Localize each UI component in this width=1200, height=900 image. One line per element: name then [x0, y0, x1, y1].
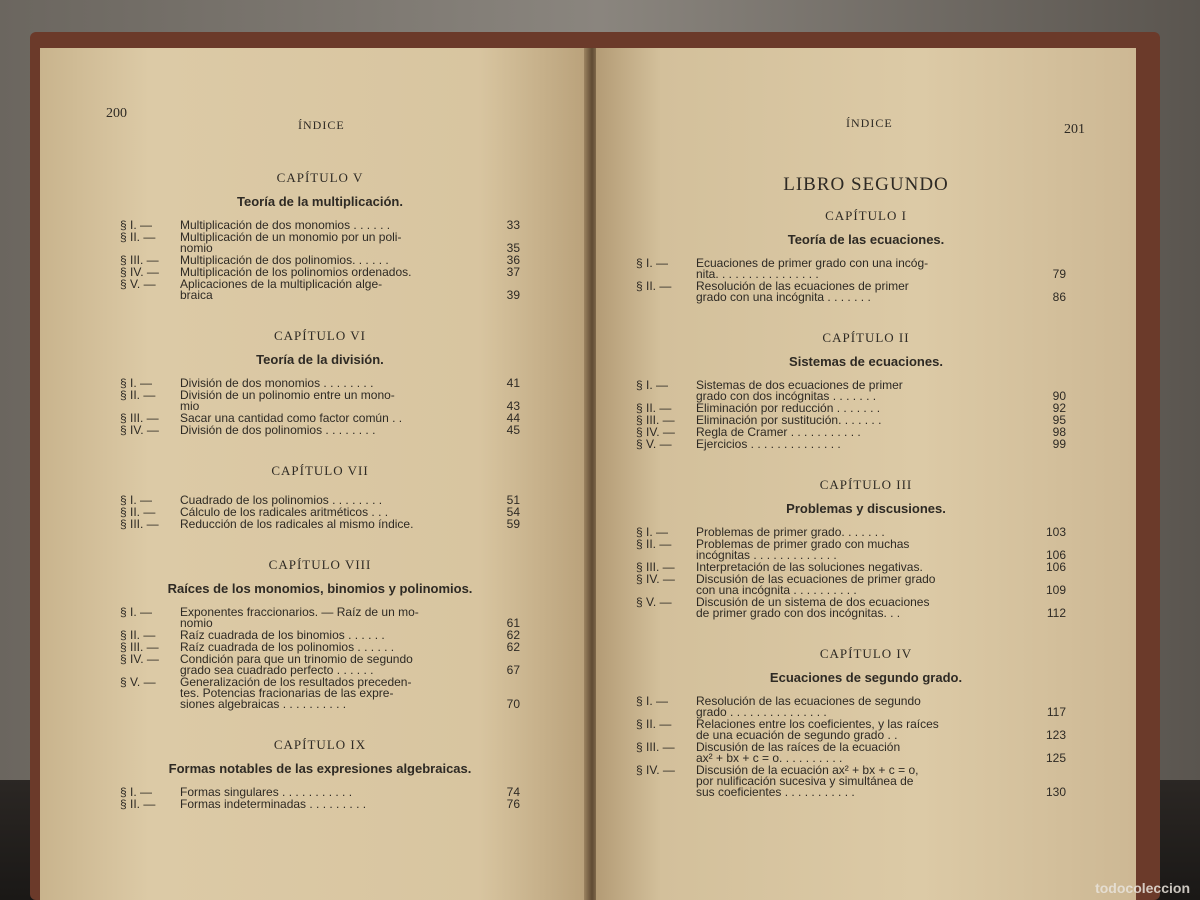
chapter-heading: CAPÍTULO II — [822, 330, 910, 345]
entry-text: ax² + bx + c = o. . . . . . . . . . — [696, 751, 843, 765]
running-head: ÍNDICE — [846, 116, 893, 130]
toc-entry — [596, 719, 1136, 741]
entry-text: Resolución de las ecuaciones de primer — [696, 279, 909, 293]
section-number: § II. — — [120, 797, 156, 811]
page-reference: 76 — [506, 797, 520, 811]
entry-text: Eliminación por reducción . . . . . . . — [696, 401, 881, 415]
page-reference: 117 — [1046, 705, 1066, 719]
page-reference: 43 — [506, 399, 520, 413]
page-reference: 90 — [1052, 389, 1066, 403]
entry-text: mio — [180, 399, 200, 413]
section-number: § II. — — [120, 230, 156, 244]
toc-entry — [40, 279, 588, 301]
toc-entry — [40, 232, 588, 254]
section-number: § I. — — [636, 378, 669, 392]
entry-text: Discusión de un sistema de dos ecuaciones — [696, 595, 930, 609]
toc-entry — [40, 607, 588, 629]
chapter-heading: CAPÍTULO VI — [273, 328, 366, 343]
section-number: § II. — — [636, 717, 672, 731]
toc-entry — [40, 390, 588, 412]
page-reference: 62 — [506, 628, 520, 642]
section-number: § III. — — [636, 740, 675, 754]
page-reference: 103 — [1045, 525, 1066, 539]
page-reference: 106 — [1045, 560, 1066, 574]
entry-text: Problemas de primer grado. . . . . . . — [696, 525, 885, 539]
section-number: § IV. — — [120, 265, 159, 279]
page-reference: 79 — [1052, 267, 1066, 281]
toc-entry — [40, 519, 588, 530]
entry-text: grado . . . . . . . . . . . . . . . — [696, 705, 827, 719]
page-reference: 39 — [506, 288, 520, 302]
section-number: § III. — — [120, 640, 159, 654]
entry-text: Problemas de primer grado con muchas — [696, 537, 910, 551]
section-number: § V. — — [636, 595, 672, 609]
section-number: § IV. — — [120, 423, 159, 437]
section-number: § I. — — [636, 256, 669, 270]
page-reference: 44 — [506, 411, 520, 425]
entry-text: braica — [180, 288, 213, 302]
chapter-heading: CAPÍTULO IV — [819, 646, 913, 661]
entry-text: siones algebraicas . . . . . . . . . . — [180, 697, 347, 711]
section-number: § IV. — — [636, 425, 675, 439]
book-title: LIBRO SEGUNDO — [783, 174, 949, 195]
page-reference: 125 — [1045, 751, 1066, 765]
chapter-title: Teoría de la división. — [256, 352, 384, 367]
toc-entry — [596, 765, 1136, 798]
chapter-heading: CAPÍTULO III — [819, 477, 913, 492]
page-number: 201 — [1064, 122, 1085, 137]
entry-text: grado con una incógnita . . . . . . . — [696, 290, 871, 304]
toc-entry — [596, 696, 1136, 718]
entry-text: División de dos monomios . . . . . . . . — [180, 376, 374, 390]
section-number: § III. — — [120, 411, 159, 425]
page-reference: 36 — [506, 253, 520, 267]
chapter-title: Sistemas de ecuaciones. — [789, 354, 943, 369]
entry-text: Reducción de los radicales al mismo índice. — [180, 517, 414, 531]
chapter-heading: CAPÍTULO VII — [271, 463, 369, 478]
entry-text: División de un polinomio entre un mono- — [180, 388, 395, 402]
entry-text: Multiplicación de un monomio por un poli- — [180, 230, 402, 244]
entry-text: nomio — [180, 241, 213, 255]
entry-text: Eliminación por sustitución. . . . . . . — [696, 413, 882, 427]
toc-entry — [596, 439, 1136, 450]
entry-text: incógnitas . . . . . . . . . . . . . — [696, 548, 837, 562]
page-reference: 130 — [1045, 785, 1066, 799]
toc-entry — [596, 281, 1136, 303]
entry-text: Multiplicación de los polinomios ordenados. — [180, 265, 412, 279]
section-number: § II. — — [636, 279, 672, 293]
toc-entry — [40, 799, 588, 810]
entry-text: de primer grado con dos incógnitas. . . — [696, 606, 901, 620]
page-reference: 95 — [1052, 413, 1066, 427]
chapter-title: Teoría de las ecuaciones. — [787, 232, 945, 247]
page-reference: 61 — [506, 616, 520, 630]
toc-entry — [40, 677, 588, 710]
entry-text: Discusión de las raíces de la ecuación — [696, 740, 901, 754]
section-number: § V. — — [120, 675, 156, 689]
entry-text: Cuadrado de los polinomios . . . . . . . . — [180, 493, 383, 507]
page-reference: 98 — [1052, 425, 1066, 439]
page-number: 200 — [106, 106, 127, 121]
page-reference: 54 — [506, 505, 520, 519]
section-number: § IV. — — [120, 652, 159, 666]
section-number: § III. — — [636, 560, 675, 574]
section-number: § IV. — — [636, 763, 675, 777]
section-number: § V. — — [120, 277, 156, 291]
chapter-heading: CAPÍTULO V — [276, 170, 364, 185]
entry-text: Exponentes fraccionarios. — Raíz de un mo- — [180, 605, 419, 619]
entry-text: grado con dos incógnitas . . . . . . . — [696, 389, 877, 403]
section-number: § III. — — [120, 517, 159, 531]
page-reference: 109 — [1045, 583, 1066, 597]
entry-text: de una ecuación de segundo grado . . — [696, 728, 898, 742]
entry-text: tes. Potencias fracionarias de las expre- — [180, 686, 394, 700]
section-number: § II. — — [120, 628, 156, 642]
entry-text: Aplicaciones de la multiplicación alge- — [180, 277, 383, 291]
entry-text: Discusión de la ecuación ax² + bx + c = o, — [696, 763, 919, 777]
section-number: § II. — — [636, 537, 672, 551]
chapter-heading: CAPÍTULO IX — [273, 737, 367, 752]
page-reference: 33 — [506, 218, 520, 232]
entry-text: grado sea cuadrado perfecto . . . . . . — [180, 663, 374, 677]
entry-text: Raíz cuadrada de los polinomios . . . . . . — [180, 640, 395, 654]
toc-entry — [40, 654, 588, 676]
section-number: § II. — — [636, 401, 672, 415]
entry-text: Raíz cuadrada de los binomios . . . . . . — [180, 628, 385, 642]
page-reference: 51 — [506, 493, 520, 507]
page-reference: 92 — [1052, 401, 1066, 415]
chapter-title: Teoría de la multiplicación. — [237, 194, 403, 209]
section-number: § I. — — [120, 785, 153, 799]
entry-text: Resolución de las ecuaciones de segundo — [696, 694, 921, 708]
toc-entry — [596, 574, 1136, 596]
entry-text: Cálculo de los radicales aritméticos . . . — [180, 505, 389, 519]
entry-text: Formas indeterminadas . . . . . . . . . — [180, 797, 367, 811]
section-number: § I. — — [120, 605, 153, 619]
toc-entry — [40, 425, 588, 436]
page-reference: 70 — [506, 697, 520, 711]
entry-text: Ecuaciones de primer grado con una incóg- — [696, 256, 929, 270]
page-reference: 99 — [1052, 437, 1066, 451]
entry-text: Interpretación de las soluciones negativas. — [696, 560, 923, 574]
chapter-title: Raíces de los monomios, binomios y polinomios. — [167, 581, 473, 596]
entry-text: Ejercicios . . . . . . . . . . . . . . — [696, 437, 841, 451]
entry-text: Sistemas de dos ecuaciones de primer — [696, 378, 903, 392]
chapter-title: Problemas y discusiones. — [786, 501, 946, 516]
entry-text: Regla de Cramer . . . . . . . . . . . — [696, 425, 861, 439]
section-number: § I. — — [636, 694, 669, 708]
left-page — [40, 48, 588, 900]
chapter-title: Formas notables de las expresiones algebraicas. — [168, 761, 472, 776]
section-number: § I. — — [636, 525, 669, 539]
section-number: § IV. — — [636, 572, 675, 586]
entry-text: nomio — [180, 616, 213, 630]
page-reference: 106 — [1045, 548, 1066, 562]
watermark-logo: todocoleccion — [1095, 880, 1190, 896]
entry-text: sus coeficientes . . . . . . . . . . . — [696, 785, 855, 799]
entry-text: Formas singulares . . . . . . . . . . . — [180, 785, 353, 799]
entry-text: Sacar una cantidad como factor común . . — [180, 411, 403, 425]
chapter-title: Ecuaciones de segundo grado. — [769, 670, 963, 685]
toc-entry — [596, 380, 1136, 402]
section-number: § II. — — [120, 505, 156, 519]
page-reference: 86 — [1052, 290, 1066, 304]
page-reference: 35 — [506, 241, 520, 255]
section-number: § I. — — [120, 218, 153, 232]
page-reference: 123 — [1045, 728, 1066, 742]
entry-text: Relaciones entre los coeficientes, y las raíces — [696, 717, 939, 731]
toc-entry — [596, 742, 1136, 764]
entry-text: Generalización de los resultados preceden- — [180, 675, 412, 689]
page-reference: 112 — [1046, 606, 1066, 620]
section-number: § I. — — [120, 376, 153, 390]
toc-entry — [596, 597, 1136, 619]
page-reference: 37 — [506, 265, 520, 279]
page-reference: 59 — [506, 517, 520, 531]
toc-entry — [596, 539, 1136, 561]
chapter-heading: CAPÍTULO VIII — [268, 557, 372, 572]
section-number: § III. — — [636, 413, 675, 427]
section-number: § III. — — [120, 253, 159, 267]
entry-text: por nulificación sucesiva y simultánea de — [696, 774, 914, 788]
toc-entry — [596, 258, 1136, 280]
section-number: § II. — — [120, 388, 156, 402]
entry-text: Condición para que un trinomio de segundo — [180, 652, 413, 666]
entry-text: con una incógnita . . . . . . . . . . — [696, 583, 857, 597]
entry-text: Multiplicación de dos monomios . . . . . . — [180, 218, 391, 232]
page-reference: 74 — [506, 785, 520, 799]
entry-text: nita. . . . . . . . . . . . . . . . — [696, 267, 819, 281]
page-reference: 45 — [506, 423, 520, 437]
entry-text: División de dos polinomios . . . . . . . . — [180, 423, 376, 437]
page-reference: 41 — [506, 376, 520, 390]
running-head: ÍNDICE — [298, 118, 345, 132]
chapter-heading: CAPÍTULO I — [825, 208, 907, 223]
entry-text: Multiplicación de dos polinomios. . . . . . — [180, 253, 389, 267]
section-number: § I. — — [120, 493, 153, 507]
section-number: § V. — — [636, 437, 672, 451]
page-reference: 62 — [506, 640, 520, 654]
right-page — [596, 48, 1136, 900]
page-reference: 67 — [506, 663, 520, 677]
entry-text: Discusión de las ecuaciones de primer grado — [696, 572, 936, 586]
